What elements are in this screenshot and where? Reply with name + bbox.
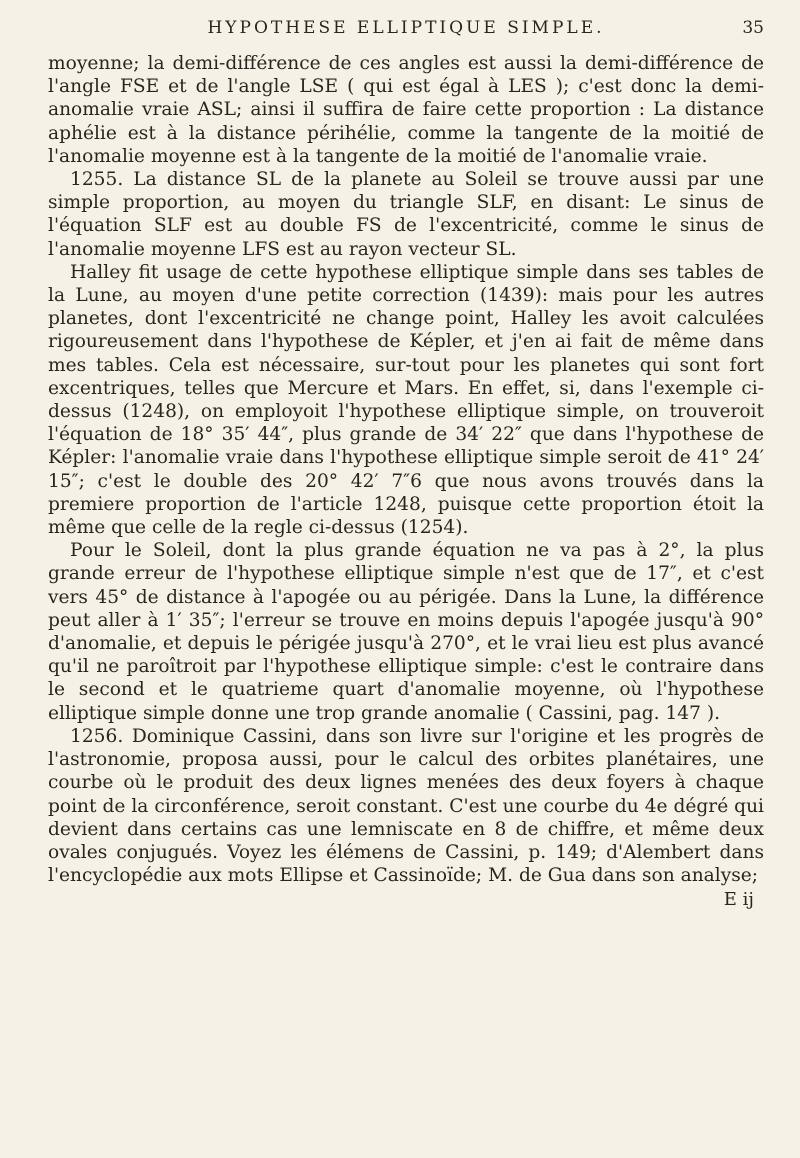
paragraph: Halley fit usage de cette hypothese elliptique simple dans ses tables de la Lune, au moyen d'une petite correction (1439): mais pour les autres planetes, dont l'excentricité ne change point, Halley les avoit calculées rigoureusement dans l'hypothese de Képler, et j'en ai fait de même dans mes tables. Cela est nécessaire, sur-tout pour les planetes qui sont fort excentriques, telles que Mercure et Mars. En effet, si, dans l'exemple ci-dessus (1248), on employoit l'hypothese elliptique simple, on trouveroit l'équation de 18° 35′ 44″, plus grande de 34′ 22″ que dans l'hypothese de Képler: l'anomalie vraie dans l'hypothese elliptique simple seroit de 41° 24′ 15″; c'est le double des 20° 42′ 7″6 que nous avons trouvés dans la premiere proportion de l'article 1248, puisque cette proportion étoit la même que celle de la regle ci-dessus (1254). [48,261,764,539]
body-text [48,52,764,887]
signature-mark: E ij [723,889,754,911]
paragraph: moyenne; la demi-différence de ces angles est aussi la demi-différence de l'angle FSE et de l'angle LSE ( qui est égal à LES ); c'est donc la demi-anomalie vraie ASL; ainsi il suffira de faire cette proportion : La distance aphélie est à la distance périhélie, comme la tangente de la moitié de l'anomalie moyenne est à la tangente de la moitié de l'anomalie vraie. [48,53,764,167]
book-page [48,18,764,910]
paragraph: Pour le Soleil, dont la plus grande équation ne va pas à 2°, la plus grande erreur de l'hypothese elliptique simple n'est que de 17″, et c'est vers 45° de distance à l'apogée ou au périgée. Dans la Lune, la différence peut aller à 1′ 35″; l'erreur se trouve en moins depuis l'apogée jusqu'à 90° d'anomalie, et depuis le périgée jusqu'à 270°, et le vrai lieu est plus avancé qu'il ne paroîtroit par l'hypothese elliptique simple: c'est le contraire dans le second et le quatrieme quart d'anomalie moyenne, où l'hypothese elliptique simple donne une trop grande anomalie ( Cassini, pag. 147 ). [48,540,764,724]
running-head [48,18,764,52]
running-title: HYPOTHESE ELLIPTIQUE SIMPLE. [207,18,605,38]
paragraph: 1255. La distance SL de la planete au Soleil se trouve aussi par une simple proportion, au moyen du triangle SLF, en disant: Le sinus de l'équation SLF est au double FS de l'excentricité, comme le sinus de l'anomalie moyenne LFS est au rayon vecteur SL. [48,169,764,260]
paragraph: 1256. Dominique Cassini, dans son livre sur l'origine et les progrès de l'astronomie, proposa aussi, pour le calcul des orbites planétaires, une courbe où le produit des deux lignes menées des deux foyers à chaque point de la circonférence, seroit constant. C'est une courbe du 4e dégré qui devient dans certains cas une lemniscate en 8 de chiffre, et même deux ovales conjugués. Voyez les élémens de Cassini, p. 149; d'Alembert dans l'encyclopédie aux mots Ellipse et Cassinoïde; M. de Gua dans son analyse; [48,725,764,887]
page-number: 35 [742,18,764,38]
